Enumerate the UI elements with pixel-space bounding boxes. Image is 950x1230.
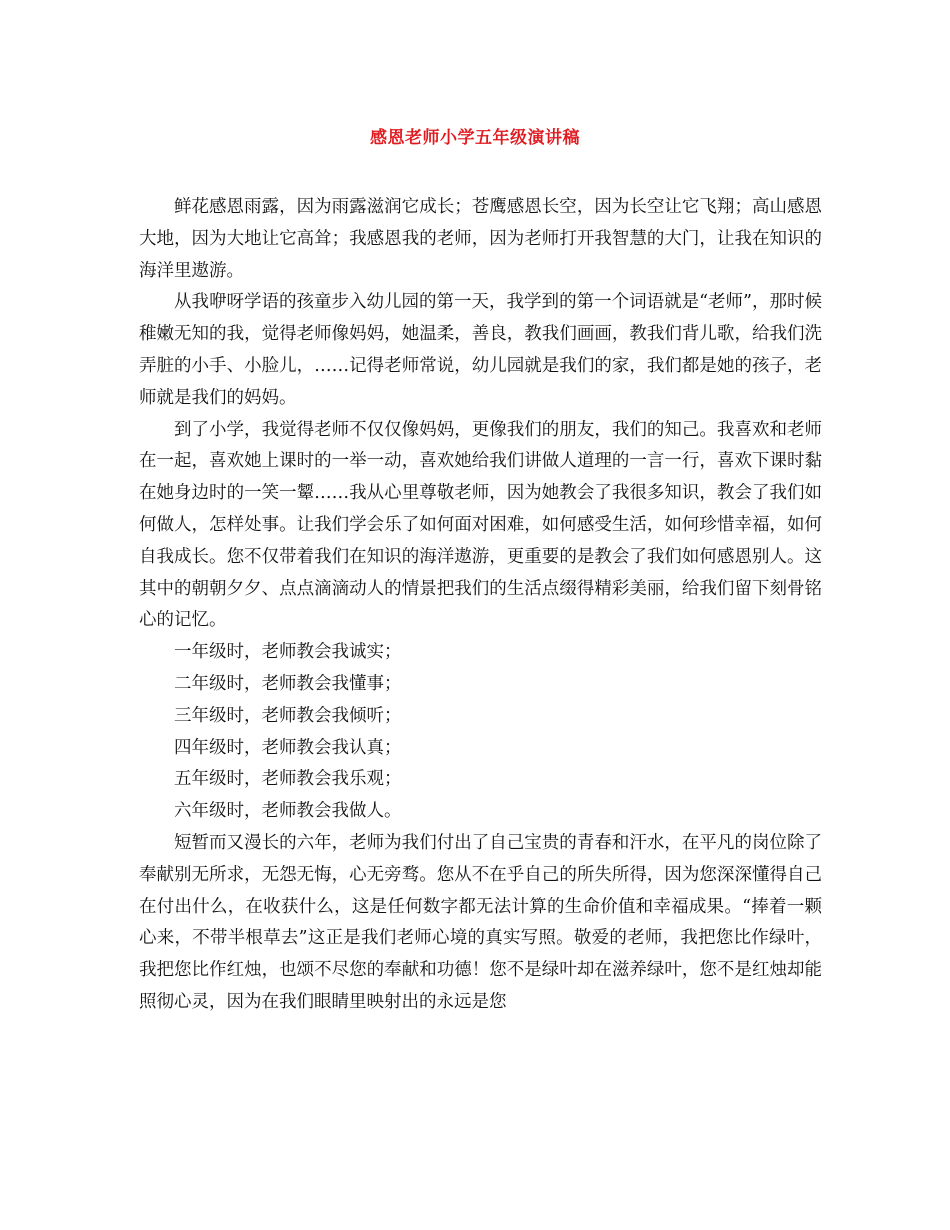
grade-line-5: 五年级时，老师教会我乐观；: [174, 769, 402, 790]
grade-line-1: 一年级时，老师教会我诚实；: [174, 642, 402, 663]
paragraph-gratitude-intro: 鲜花感恩雨露，因为雨露滋润它成长；苍鹰感恩长空，因为长空让它飞翔；高山感恩大地，因为大地让它高耸；我感恩我的老师，因为老师打开我智慧的大门，让我在知识的海洋里遨游。: [139, 197, 822, 281]
paragraph-kindergarten: 从我咿呀学语的孩童步入幼儿园的第一天，我学到的第一个词语就是“老师”，那时候稚嫩无知的我，觉得老师像妈妈，她温柔，善良，教我们画画，教我们背儿歌，给我们洗弄脏的小手、小脸儿，……记得老师常说，幼儿园就是我们的家，我们都是她的孩子，老师就是我们的妈妈。: [139, 292, 822, 408]
document-title: 感恩老师小学五年级演讲稿: [370, 128, 580, 148]
grade-line-2: 二年级时，老师教会我懂事；: [174, 673, 402, 694]
grade-line-4: 四年级时，老师教会我认真；: [174, 737, 402, 758]
document-body: [139, 192, 822, 1019]
paragraph-six-years: 短暂而又漫长的六年，老师为我们付出了自己宝贵的青春和汗水，在平凡的岗位除了奉献别无所求，无怨无悔，心无旁骛。您从不在乎自己的所失所得，因为您深深懂得自己在付出什么，在收获什么，这是任何数字都无法计算的生命价值和幸福成果。“捧着一颗心来，不带半根草去”这正是我们老师心境的真实写照。敬爱的老师，我把您比作绿叶，我把您比作红烛，也颂不尽您的奉献和功德！您不是绿叶却在滋养绿叶，您不是红烛却能照彻心灵，因为在我们眼睛里映射出的永远是您: [139, 832, 822, 1012]
grade-line-6: 六年级时，老师教会我做人。: [174, 801, 402, 822]
grade-line-3: 三年级时，老师教会我倾听；: [174, 705, 402, 726]
paragraph-primary-school: 到了小学，我觉得老师不仅仅像妈妈，更像我们的朋友，我们的知己。我喜欢和老师在一起，喜欢她上课时的一举一动，喜欢她给我们讲做人道理的一言一行，喜欢下课时黏在她身边时的一笑一颦……我从心里尊敬老师，因为她教会了我很多知识，教会了我们如何做人，怎样处事。让我们学会乐了如何面对困难，如何感受生活，如何珍惜幸福，如何自我成长。您不仅带着我们在知识的海洋遨游，更重要的是教会了我们如何感恩别人。这其中的朝朝夕夕、点点滴滴动人的情景把我们的生活点缀得精彩美丽，给我们留下刻骨铭心的记忆。: [139, 419, 822, 631]
